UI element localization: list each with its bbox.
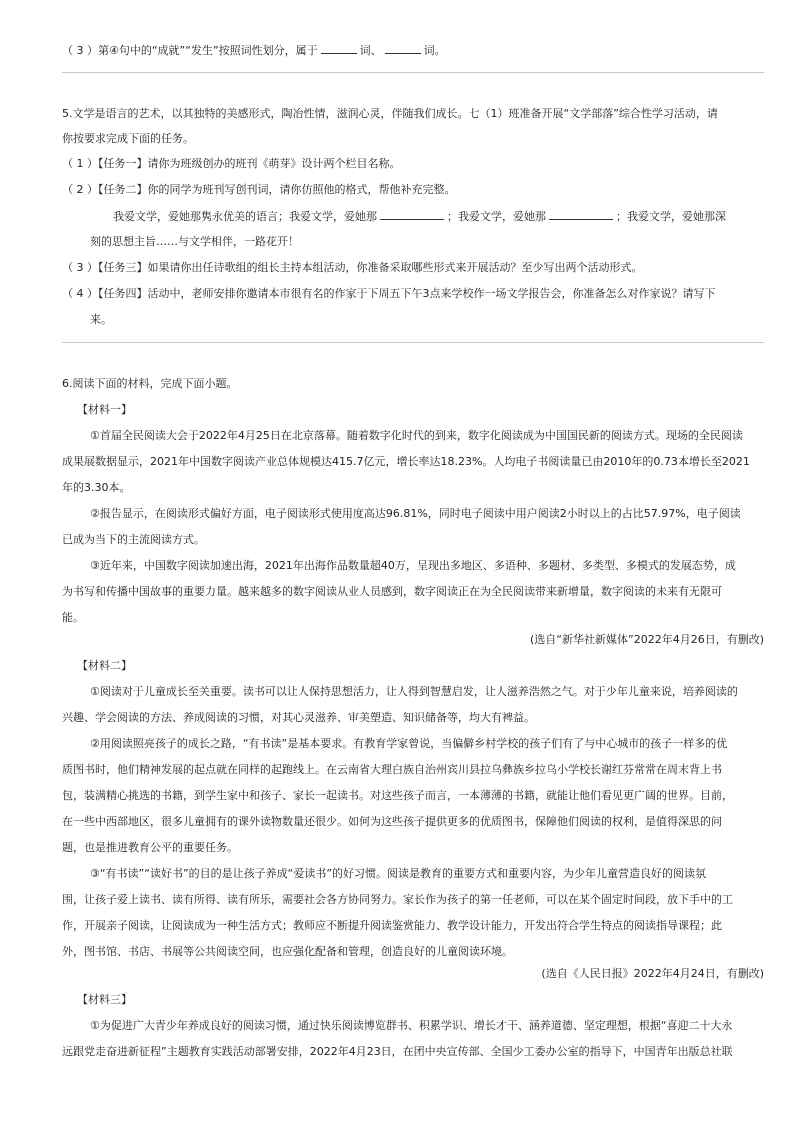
q5-stem-line1: 5.文学是语言的艺术，以其独特的美感形式，陶冶性情，滋润心灵，伴随我们成长。七（1）班准备开展“文学部落”综合性学习活动，请 — [62, 107, 718, 120]
answer-blank[interactable] — [385, 43, 421, 54]
m1-para1-line2: 成果展数据显示，2021年中国数字阅读产业总体规模达415.7亿元，增长率达18.23%。人均电子书阅读量已由2010年的0.73本增长至2021 — [62, 455, 750, 468]
poem-part-c: ；我爱文学，爱她那深 — [616, 210, 726, 223]
m1-para2-line2: 已成为当下的主流阅读方式。 — [62, 533, 205, 546]
m3-para1-line2: 远跟党走奋进新征程”主题教育实践活动部署安排，2022年4月23日，在团中央宣传部、全国少工委办公室的指导下，中国青年出版总社联 — [62, 1045, 733, 1058]
m2-para3-line2: 围，让孩子爱上读书、读有所得、读有所乐，需要社会各方协同努力。家长作为孩子的第一任老师，可以在某个固定时间段，放下手中的工 — [62, 893, 733, 906]
m1-source: (选自“新华社新媒体”2022年4月26日，有删改) — [530, 633, 764, 646]
m2-source: (选自《人民日报》2022年4月24日，有删改) — [541, 967, 764, 980]
q5-poem-line2: 刻的思想主旨……与文学相伴，一路花开！ — [90, 235, 299, 248]
m2-para1-line2: 兴趣、学会阅读的方法、养成阅读的习惯，对其心灵滋养、审美塑造、知识储备等，均大有裨益。 — [62, 711, 535, 724]
m1-para1-line1: ①首届全民阅读大会于2022年4月25日在北京落幕。随着数字化时代的到来，数字化阅读成为中国国民新的阅读方式。现场的全民阅读 — [90, 429, 743, 442]
divider — [62, 72, 764, 73]
m2-para2-line4: 在一些中西部地区，很多儿童拥有的课外读物数量还很少。如何为这些孩子提供更多的优质图书，保障他们阅读的权利，是值得深思的问 — [62, 815, 722, 828]
m1-para3-line3: 能。 — [62, 611, 84, 624]
poem-part-b: ；我爱文学，爱她那 — [447, 210, 546, 223]
answer-blank[interactable] — [549, 209, 613, 220]
q6-stem: 6.阅读下面的材料，完成下面小题。 — [62, 377, 238, 390]
q5-task3: （ 3 ）【任务三】如果请你出任诗歌组的组长主持本组活动，你准备采取哪些形式来开展活动？至少写出两个活动形式。 — [62, 261, 643, 274]
m3-para1-line1: ①为促进广大青少年养成良好的阅读习惯，通过快乐阅读博览群书、积累学识、增长才干、涵养道德、坚定理想，根据“喜迎二十大永 — [90, 1019, 733, 1032]
m2-para3-line4: 外，图书馆、书店、书展等公共阅读空间，也应强化配备和管理，创造良好的儿童阅读环境。 — [62, 945, 513, 958]
answer-blank[interactable] — [321, 43, 357, 54]
material-2-title: 【材料二】 — [77, 659, 132, 672]
q3-suffix: 词。 — [423, 44, 446, 57]
q5-poem-line1 — [113, 209, 726, 224]
m2-para2-line2: 质图书时，他们精神发展的起点就在同样的起跑线上。在云南省大理白族自治州宾川县拉乌彝族乡拉乌小学校长谢红芬常常在周末背上书 — [62, 763, 722, 776]
m1-para3-line1: ③近年来，中国数字阅读加速出海，2021年出海作品数量超40万，呈现出多地区、多语种、多题材、多类型、多模式的发展态势，成 — [90, 559, 736, 572]
q3-prefix: （ 3 ）第④句中的“成就”“发生”按照词性划分，属于 — [62, 44, 318, 57]
poem-part-a: 我爱文学，爱她那隽永优美的语言；我爱文学，爱她那 — [113, 210, 377, 223]
m1-para1-line3: 年的3.30本。 — [62, 481, 131, 494]
divider — [62, 342, 764, 343]
m2-para3-line1: ③“有书读”“读好书”的目的是让孩子养成“爱读书”的好习惯。阅读是教育的重要方式和重要内容，为少年儿童营造良好的阅读氛 — [90, 867, 707, 880]
m2-para2-line3: 包，装满精心挑选的书籍，到学生家中和孩子、家长一起读书。对这些孩子而言，一本薄薄的书籍，就能让他们看见更广阔的世界。目前， — [62, 789, 733, 802]
q3-mid: 词、 — [359, 44, 382, 57]
q5-task1: （ 1 ）【任务一】请你为班级创办的班刊《萌芽》设计两个栏目名称。 — [62, 157, 401, 170]
q5-task2: （ 2 ）【任务二】你的同学为班刊写创刊词，请你仿照他的格式，帮他补充完整。 — [62, 183, 456, 196]
material-1-title: 【材料一】 — [77, 403, 132, 416]
m2-para2-line5: 题，也是推进教育公平的重要任务。 — [62, 841, 238, 854]
m1-para3-line2: 为书写和传播中国故事的重要力量。越来越多的数字阅读从业人员感到，数字阅读正在为全民阅读带来新增量，数字阅读的未来有无限可 — [62, 585, 722, 598]
m1-para2-line1: ②报告显示，在阅读形式偏好方面，电子阅读形式使用度高达96.81%，同时电子阅读中用户阅读2小时以上的占比57.97%，电子阅读 — [90, 507, 741, 520]
q5-task4-line1: （ 4 ）【任务四】活动中，老师安排你邀请本市很有名的作家于下周五下午3点来学校作一场文学报告会，你准备怎么对作家说？请写下 — [62, 287, 716, 300]
m2-para1-line1: ①阅读对于儿童成长至关重要。读书可以让人保持思想活力，让人得到智慧启发，让人滋养浩然之气。对于少年儿童来说，培养阅读的 — [90, 685, 738, 698]
m2-para2-line1: ②用阅读照亮孩子的成长之路，“有书读”是基本要求。有教育学家曾说，当偏僻乡村学校的孩子们有了与中心城市的孩子一样多的优 — [90, 737, 728, 750]
q5-stem-line2: 你按要求完成下面的任务。 — [62, 132, 194, 145]
q3-line — [62, 43, 446, 58]
q5-task4-line2: 来。 — [90, 313, 112, 326]
material-3-title: 【材料三】 — [77, 993, 132, 1006]
m2-para3-line3: 作，开展亲子阅读，让阅读成为一种生活方式；教师应不断提升阅读鉴赏能力、教学设计能力，开发出符合学生特点的阅读指导课程；此 — [62, 919, 722, 932]
answer-blank[interactable] — [380, 209, 444, 220]
